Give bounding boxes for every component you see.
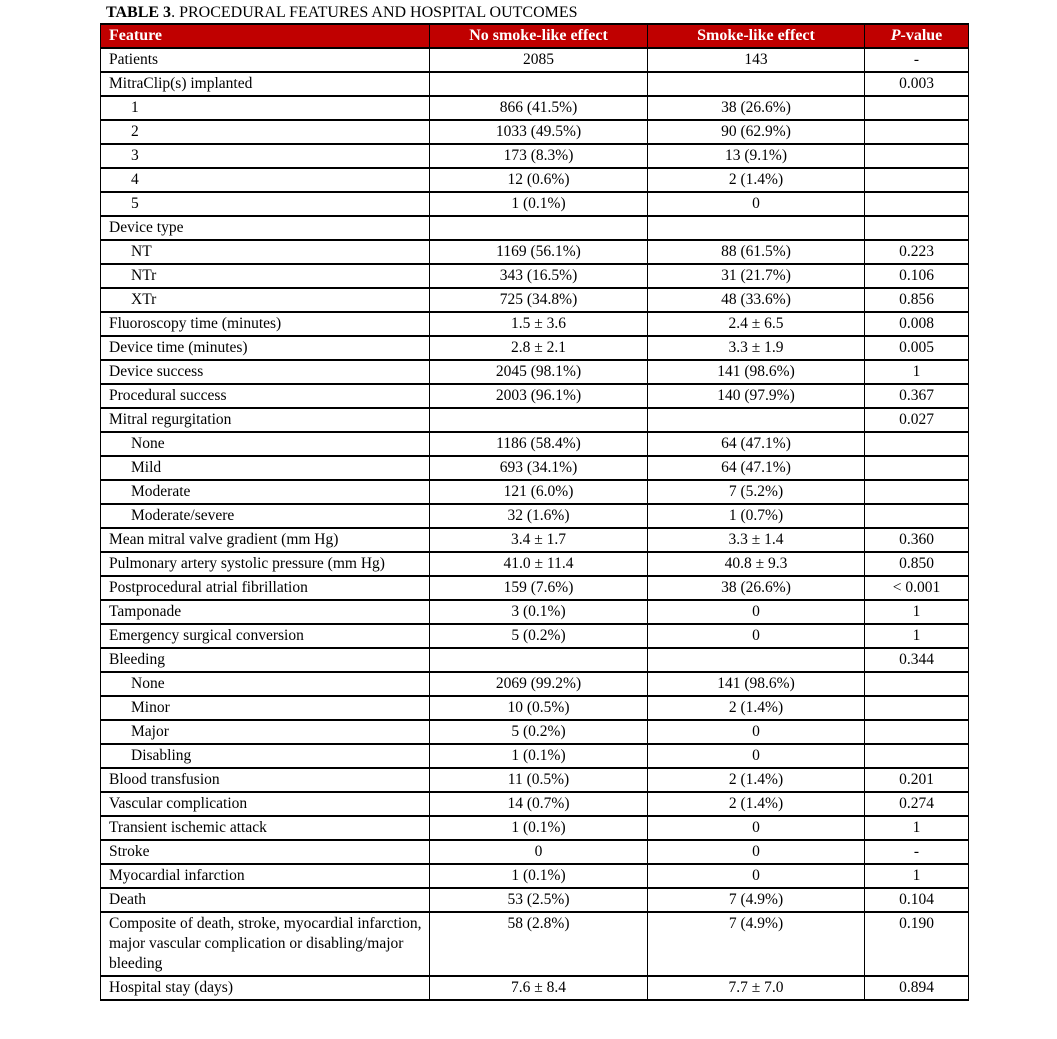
smoke-value-cell: 7 (4.9%) bbox=[648, 912, 865, 976]
feature-cell: Hospital stay (days) bbox=[101, 976, 430, 1000]
smoke-value-cell: 3.3 ± 1.9 bbox=[648, 336, 865, 360]
header-smoke: Smoke-like effect bbox=[648, 24, 865, 48]
no-smoke-value-cell: 866 (41.5%) bbox=[430, 96, 648, 120]
table-row bbox=[101, 192, 969, 216]
pvalue-cell: 1 bbox=[865, 864, 969, 888]
no-smoke-value-cell: 0 bbox=[430, 840, 648, 864]
table-row bbox=[101, 576, 969, 600]
feature-cell: 4 bbox=[101, 168, 430, 192]
table-row bbox=[101, 384, 969, 408]
smoke-value-cell: 38 (26.6%) bbox=[648, 96, 865, 120]
smoke-value-cell: 141 (98.6%) bbox=[648, 360, 865, 384]
no-smoke-value-cell bbox=[430, 72, 648, 96]
pvalue-cell: 0.894 bbox=[865, 976, 969, 1000]
pvalue-cell bbox=[865, 96, 969, 120]
smoke-value-cell: 0 bbox=[648, 720, 865, 744]
pvalue-cell: 0.223 bbox=[865, 240, 969, 264]
smoke-value-cell bbox=[648, 408, 865, 432]
table-row bbox=[101, 144, 969, 168]
table-row bbox=[101, 816, 969, 840]
smoke-value-cell: 0 bbox=[648, 816, 865, 840]
smoke-value-cell: 64 (47.1%) bbox=[648, 456, 865, 480]
table-row bbox=[101, 600, 969, 624]
smoke-value-cell: 2 (1.4%) bbox=[648, 168, 865, 192]
no-smoke-value-cell: 173 (8.3%) bbox=[430, 144, 648, 168]
table-row bbox=[101, 792, 969, 816]
no-smoke-value-cell: 2069 (99.2%) bbox=[430, 672, 648, 696]
smoke-value-cell: 1 (0.7%) bbox=[648, 504, 865, 528]
pvalue-cell: 0.027 bbox=[865, 408, 969, 432]
feature-cell: Disabling bbox=[101, 744, 430, 768]
table-row bbox=[101, 264, 969, 288]
pvalue-cell: 1 bbox=[865, 816, 969, 840]
pvalue-cell: 0.106 bbox=[865, 264, 969, 288]
smoke-value-cell: 0 bbox=[648, 600, 865, 624]
header-feature: Feature bbox=[101, 24, 430, 48]
no-smoke-value-cell: 693 (34.1%) bbox=[430, 456, 648, 480]
pvalue-cell: 1 bbox=[865, 600, 969, 624]
no-smoke-value-cell: 2.8 ± 2.1 bbox=[430, 336, 648, 360]
pvalue-cell bbox=[865, 696, 969, 720]
feature-cell: Patients bbox=[101, 48, 430, 72]
table-row bbox=[101, 864, 969, 888]
table-row bbox=[101, 504, 969, 528]
no-smoke-value-cell: 1 (0.1%) bbox=[430, 816, 648, 840]
no-smoke-value-cell: 1.5 ± 3.6 bbox=[430, 312, 648, 336]
no-smoke-value-cell: 12 (0.6%) bbox=[430, 168, 648, 192]
smoke-value-cell: 0 bbox=[648, 624, 865, 648]
no-smoke-value-cell: 1186 (58.4%) bbox=[430, 432, 648, 456]
pvalue-cell: 0.008 bbox=[865, 312, 969, 336]
feature-cell: 3 bbox=[101, 144, 430, 168]
no-smoke-value-cell: 14 (0.7%) bbox=[430, 792, 648, 816]
feature-cell: 5 bbox=[101, 192, 430, 216]
feature-cell: None bbox=[101, 672, 430, 696]
smoke-value-cell bbox=[648, 72, 865, 96]
pvalue-cell bbox=[865, 720, 969, 744]
no-smoke-value-cell: 11 (0.5%) bbox=[430, 768, 648, 792]
feature-cell: Fluoroscopy time (minutes) bbox=[101, 312, 430, 336]
table-row bbox=[101, 696, 969, 720]
no-smoke-value-cell: 1 (0.1%) bbox=[430, 864, 648, 888]
smoke-value-cell: 143 bbox=[648, 48, 865, 72]
table-row bbox=[101, 120, 969, 144]
smoke-value-cell bbox=[648, 648, 865, 672]
no-smoke-value-cell: 7.6 ± 8.4 bbox=[430, 976, 648, 1000]
smoke-value-cell: 141 (98.6%) bbox=[648, 672, 865, 696]
feature-cell: Major bbox=[101, 720, 430, 744]
pvalue-cell bbox=[865, 216, 969, 240]
table-row bbox=[101, 976, 969, 1000]
table-row bbox=[101, 72, 969, 96]
header-row bbox=[101, 24, 969, 48]
table-row bbox=[101, 336, 969, 360]
feature-cell: Composite of death, stroke, myocardial infarction, major vascular complication or disabling/major bleeding bbox=[101, 912, 430, 976]
pvalue-cell bbox=[865, 144, 969, 168]
feature-cell: Stroke bbox=[101, 840, 430, 864]
pvalue-cell bbox=[865, 168, 969, 192]
no-smoke-value-cell: 32 (1.6%) bbox=[430, 504, 648, 528]
no-smoke-value-cell: 343 (16.5%) bbox=[430, 264, 648, 288]
feature-cell: Device time (minutes) bbox=[101, 336, 430, 360]
table-row bbox=[101, 408, 969, 432]
table-row bbox=[101, 288, 969, 312]
feature-cell: 2 bbox=[101, 120, 430, 144]
pvalue-cell: - bbox=[865, 48, 969, 72]
table-row bbox=[101, 624, 969, 648]
smoke-value-cell: 2 (1.4%) bbox=[648, 792, 865, 816]
feature-cell: Pulmonary artery systolic pressure (mm Hg) bbox=[101, 552, 430, 576]
smoke-value-cell: 7.7 ± 7.0 bbox=[648, 976, 865, 1000]
pvalue-cell: 0.367 bbox=[865, 384, 969, 408]
feature-cell: Procedural success bbox=[101, 384, 430, 408]
feature-cell: Moderate bbox=[101, 480, 430, 504]
smoke-value-cell: 7 (4.9%) bbox=[648, 888, 865, 912]
feature-cell: Vascular complication bbox=[101, 792, 430, 816]
smoke-value-cell: 90 (62.9%) bbox=[648, 120, 865, 144]
pvalue-cell: 0.005 bbox=[865, 336, 969, 360]
table-row bbox=[101, 528, 969, 552]
pvalue-cell: 0.003 bbox=[865, 72, 969, 96]
pvalue-cell: 0.344 bbox=[865, 648, 969, 672]
table-row bbox=[101, 96, 969, 120]
feature-cell: Transient ischemic attack bbox=[101, 816, 430, 840]
table-title-text: . PROCEDURAL FEATURES AND HOSPITAL OUTCOMES bbox=[171, 4, 578, 21]
no-smoke-value-cell: 2045 (98.1%) bbox=[430, 360, 648, 384]
smoke-value-cell: 2 (1.4%) bbox=[648, 696, 865, 720]
table-row bbox=[101, 480, 969, 504]
pvalue-cell bbox=[865, 672, 969, 696]
feature-cell: NT bbox=[101, 240, 430, 264]
feature-cell: Bleeding bbox=[101, 648, 430, 672]
table-row bbox=[101, 216, 969, 240]
no-smoke-value-cell: 2003 (96.1%) bbox=[430, 384, 648, 408]
feature-cell: Mild bbox=[101, 456, 430, 480]
no-smoke-value-cell: 159 (7.6%) bbox=[430, 576, 648, 600]
table-header bbox=[101, 24, 969, 48]
feature-cell: MitraClip(s) implanted bbox=[101, 72, 430, 96]
table-row bbox=[101, 912, 969, 976]
feature-cell: Device success bbox=[101, 360, 430, 384]
header-pvalue-rest: -value bbox=[900, 27, 943, 44]
no-smoke-value-cell: 5 (0.2%) bbox=[430, 624, 648, 648]
pvalue-cell: 0.104 bbox=[865, 888, 969, 912]
no-smoke-value-cell: 5 (0.2%) bbox=[430, 720, 648, 744]
table-title bbox=[100, 0, 968, 23]
feature-cell: Emergency surgical conversion bbox=[101, 624, 430, 648]
pvalue-cell: - bbox=[865, 840, 969, 864]
feature-cell: Myocardial infarction bbox=[101, 864, 430, 888]
pvalue-cell bbox=[865, 744, 969, 768]
no-smoke-value-cell: 2085 bbox=[430, 48, 648, 72]
procedural-outcomes-table bbox=[100, 23, 969, 1001]
smoke-value-cell: 0 bbox=[648, 192, 865, 216]
table-row bbox=[101, 672, 969, 696]
header-pvalue-italic: P bbox=[890, 27, 901, 44]
feature-cell: Moderate/severe bbox=[101, 504, 430, 528]
table-row bbox=[101, 312, 969, 336]
pvalue-cell: 0.274 bbox=[865, 792, 969, 816]
feature-cell: Tamponade bbox=[101, 600, 430, 624]
pvalue-cell: 0.190 bbox=[865, 912, 969, 976]
table-row bbox=[101, 840, 969, 864]
no-smoke-value-cell: 41.0 ± 11.4 bbox=[430, 552, 648, 576]
smoke-value-cell: 0 bbox=[648, 744, 865, 768]
smoke-value-cell: 0 bbox=[648, 864, 865, 888]
table-body bbox=[101, 48, 969, 1000]
feature-cell: Mean mitral valve gradient (mm Hg) bbox=[101, 528, 430, 552]
pvalue-cell: 1 bbox=[865, 624, 969, 648]
table-row bbox=[101, 240, 969, 264]
feature-cell: Blood transfusion bbox=[101, 768, 430, 792]
table-row bbox=[101, 888, 969, 912]
table-row bbox=[101, 648, 969, 672]
feature-cell: Minor bbox=[101, 696, 430, 720]
feature-cell: NTr bbox=[101, 264, 430, 288]
feature-cell: Mitral regurgitation bbox=[101, 408, 430, 432]
pvalue-cell: 1 bbox=[865, 360, 969, 384]
no-smoke-value-cell bbox=[430, 408, 648, 432]
smoke-value-cell: 7 (5.2%) bbox=[648, 480, 865, 504]
no-smoke-value-cell: 1169 (56.1%) bbox=[430, 240, 648, 264]
no-smoke-value-cell: 3.4 ± 1.7 bbox=[430, 528, 648, 552]
table-row bbox=[101, 552, 969, 576]
no-smoke-value-cell: 725 (34.8%) bbox=[430, 288, 648, 312]
feature-cell: None bbox=[101, 432, 430, 456]
table-title-number: TABLE 3 bbox=[106, 4, 172, 21]
table-row bbox=[101, 768, 969, 792]
no-smoke-value-cell: 121 (6.0%) bbox=[430, 480, 648, 504]
no-smoke-value-cell: 1 (0.1%) bbox=[430, 192, 648, 216]
smoke-value-cell: 13 (9.1%) bbox=[648, 144, 865, 168]
pvalue-cell: 0.360 bbox=[865, 528, 969, 552]
smoke-value-cell: 2 (1.4%) bbox=[648, 768, 865, 792]
header-pvalue bbox=[865, 24, 969, 48]
smoke-value-cell: 140 (97.9%) bbox=[648, 384, 865, 408]
smoke-value-cell: 38 (26.6%) bbox=[648, 576, 865, 600]
table-row bbox=[101, 456, 969, 480]
pvalue-cell bbox=[865, 192, 969, 216]
no-smoke-value-cell: 1 (0.1%) bbox=[430, 744, 648, 768]
feature-cell: XTr bbox=[101, 288, 430, 312]
feature-cell: Postprocedural atrial fibrillation bbox=[101, 576, 430, 600]
pvalue-cell bbox=[865, 480, 969, 504]
smoke-value-cell: 88 (61.5%) bbox=[648, 240, 865, 264]
no-smoke-value-cell bbox=[430, 216, 648, 240]
table-row bbox=[101, 360, 969, 384]
no-smoke-value-cell: 3 (0.1%) bbox=[430, 600, 648, 624]
header-no-smoke: No smoke-like effect bbox=[430, 24, 648, 48]
feature-cell: 1 bbox=[101, 96, 430, 120]
page-container bbox=[100, 0, 968, 1001]
no-smoke-value-cell: 53 (2.5%) bbox=[430, 888, 648, 912]
no-smoke-value-cell: 1033 (49.5%) bbox=[430, 120, 648, 144]
no-smoke-value-cell bbox=[430, 648, 648, 672]
table-row bbox=[101, 744, 969, 768]
smoke-value-cell: 31 (21.7%) bbox=[648, 264, 865, 288]
feature-cell: Death bbox=[101, 888, 430, 912]
pvalue-cell bbox=[865, 456, 969, 480]
smoke-value-cell: 40.8 ± 9.3 bbox=[648, 552, 865, 576]
feature-cell: Device type bbox=[101, 216, 430, 240]
table-row bbox=[101, 432, 969, 456]
smoke-value-cell bbox=[648, 216, 865, 240]
pvalue-cell bbox=[865, 504, 969, 528]
pvalue-cell: < 0.001 bbox=[865, 576, 969, 600]
no-smoke-value-cell: 58 (2.8%) bbox=[430, 912, 648, 976]
smoke-value-cell: 0 bbox=[648, 840, 865, 864]
smoke-value-cell: 48 (33.6%) bbox=[648, 288, 865, 312]
pvalue-cell: 0.201 bbox=[865, 768, 969, 792]
pvalue-cell bbox=[865, 120, 969, 144]
table-row bbox=[101, 720, 969, 744]
pvalue-cell: 0.856 bbox=[865, 288, 969, 312]
pvalue-cell bbox=[865, 432, 969, 456]
no-smoke-value-cell: 10 (0.5%) bbox=[430, 696, 648, 720]
pvalue-cell: 0.850 bbox=[865, 552, 969, 576]
table-row bbox=[101, 48, 969, 72]
table-row bbox=[101, 168, 969, 192]
smoke-value-cell: 3.3 ± 1.4 bbox=[648, 528, 865, 552]
smoke-value-cell: 64 (47.1%) bbox=[648, 432, 865, 456]
smoke-value-cell: 2.4 ± 6.5 bbox=[648, 312, 865, 336]
